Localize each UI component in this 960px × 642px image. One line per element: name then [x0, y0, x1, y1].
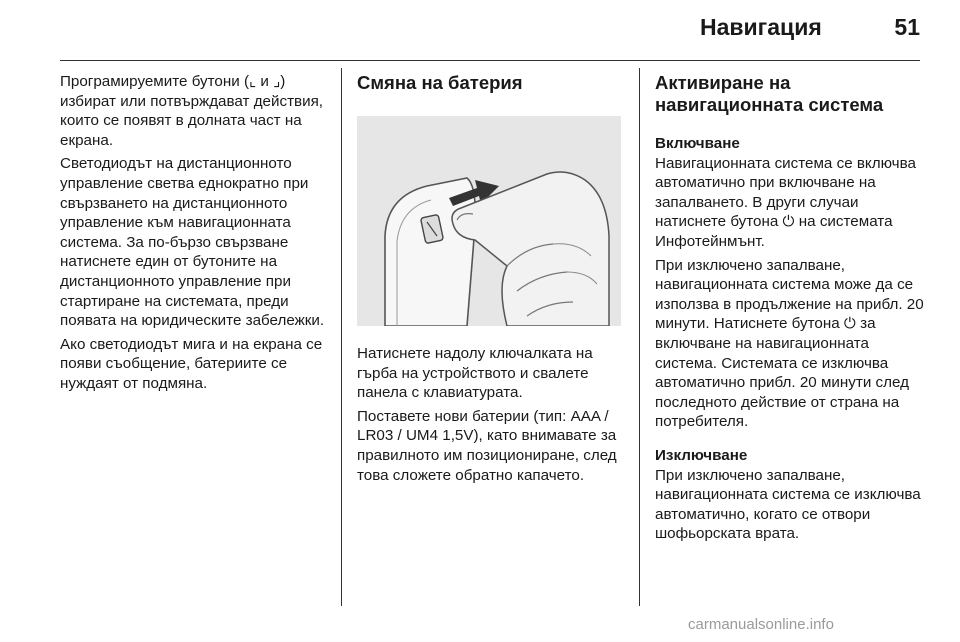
- section-heading: Активиране на навигационната система: [655, 72, 884, 115]
- paragraph: При изключено запалване, навигационната система се изключва автоматично, когато се отвори шофьорската врата.: [655, 466, 921, 543]
- header-rule: [60, 60, 920, 61]
- watermark: carmanualsonline.info: [688, 616, 834, 633]
- paragraph: Навигационната система се включва автоматично при включване на запалването. В други случаи натиснете бутона ⏻ на системата Инфотейнмънт.: [655, 154, 916, 250]
- column-divider-1: [341, 68, 342, 606]
- paragraph: При изключено запалване, навигационната система може да се използва в продължение на прибл. 20 минути. Натиснете бутона ⏻ за включване на навигационната система. Системата се изключва автоматично прибл. 20 минути след последното действие от страна на потребителя.: [655, 256, 924, 431]
- section-heading: Смяна на батерия: [357, 72, 523, 93]
- paragraph: Поставете нови батерии (тип: AAA / LR03 / UM4 1,5V), като внимавате за правилното им позициониране, след това сложете обратно капачето.: [357, 407, 617, 484]
- subheading-off: Изключване: [655, 446, 748, 464]
- column-1: [60, 72, 330, 398]
- column-2: [357, 72, 627, 489]
- column-divider-2: [639, 68, 640, 606]
- page-title: Навигация: [700, 14, 822, 40]
- subheading-on: Включване: [655, 135, 740, 152]
- paragraph: Ако светодиодът мига и на екрана се появи съобщение, батериите се нуждаят от подмяна.: [60, 335, 323, 392]
- page-number: 51: [894, 14, 920, 40]
- paragraph: Натиснете надолу ключалката на гърба на устройството и свалете панела с клавиатурата.: [357, 345, 593, 402]
- battery-cover-illustration: [357, 116, 621, 326]
- paragraph: Светодиодът на дистанционното управление светва еднократно при свързването на дистанционното управление към навигационната система. За по-бързо свързване натиснете един от бутоните на дистанционното управление при стартиране на системата, преди появата на юридическите забележки.: [60, 155, 325, 330]
- column-3: [655, 72, 925, 548]
- battery-cover-illustration-svg: [357, 116, 621, 326]
- paragraph: Програмируемите бутони (⌞ и ⌟) избират или потвърждават действия, които се появят в долната част на екрана.: [60, 73, 324, 149]
